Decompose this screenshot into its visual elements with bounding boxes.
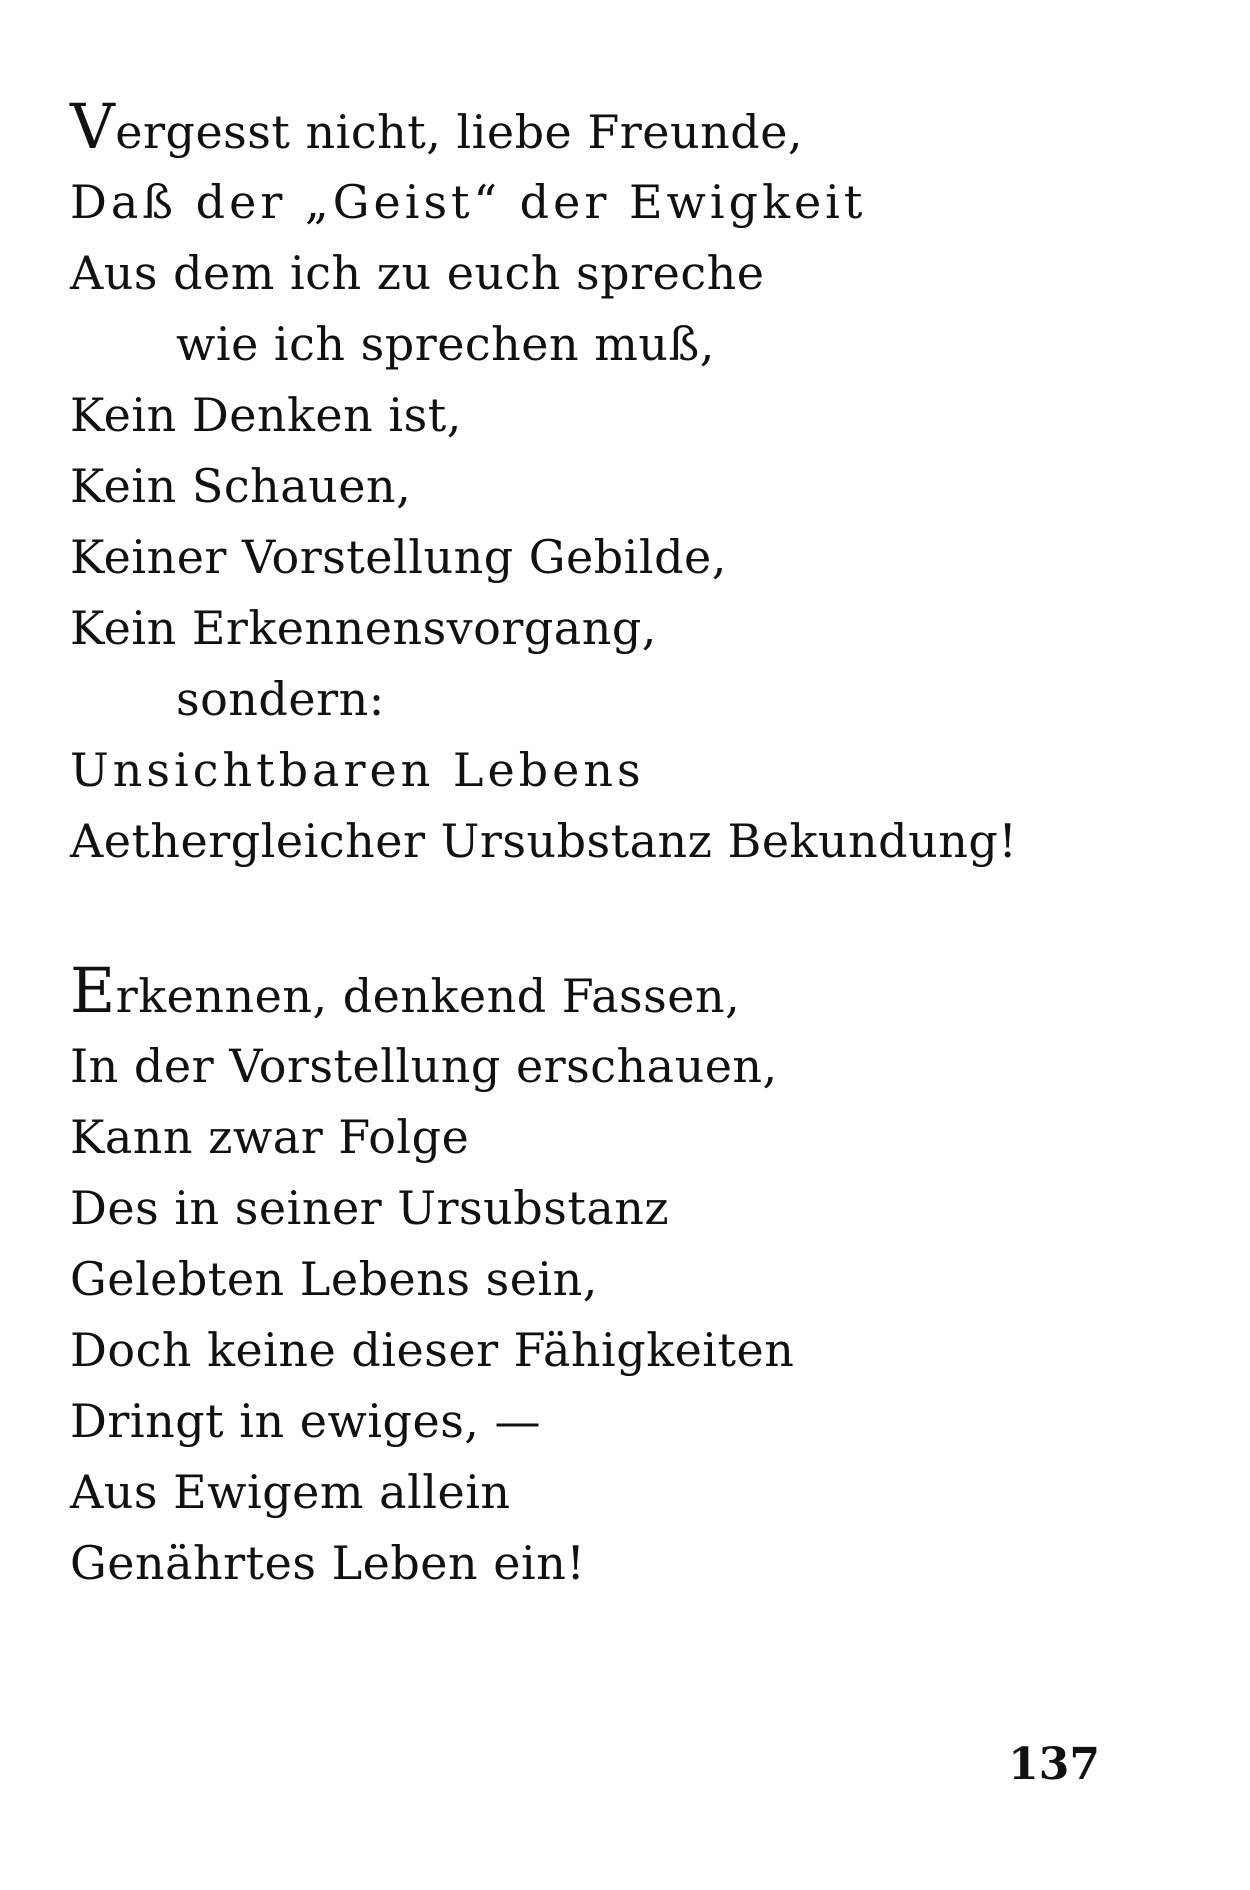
page-number: 137 bbox=[1008, 1739, 1100, 1790]
drop-initial: E bbox=[70, 954, 116, 1027]
poem-line: Dringt in ewiges, — bbox=[70, 1394, 542, 1448]
poem-line: Kann zwar Folge bbox=[70, 1110, 470, 1164]
poem-line: Daß der „Geist“ der Ewigkeit bbox=[70, 175, 867, 229]
poem-line bbox=[70, 954, 1190, 1031]
poem-line: Gelebten Lebens sein, bbox=[70, 1252, 598, 1306]
poem-line: Des in seiner Ursubstanz bbox=[70, 1181, 670, 1235]
drop-initial: V bbox=[70, 90, 116, 163]
poem-line: Keiner Vorstellung Gebilde, bbox=[70, 530, 727, 584]
poem-line: Kein Schauen, bbox=[70, 459, 412, 513]
poem-line-indented: sondern: bbox=[176, 672, 385, 726]
poem-line: Genährtes Leben ein! bbox=[70, 1536, 586, 1590]
poem-line: Aus Ewigem allein bbox=[70, 1465, 511, 1519]
stanza-2 bbox=[70, 954, 1190, 1599]
line-text: ergesst nicht, liebe Freunde, bbox=[115, 105, 804, 159]
stanza-1 bbox=[70, 90, 1190, 877]
poem-line-indented: wie ich sprechen muß, bbox=[176, 317, 715, 371]
poem-line: Aethergleicher Ursubstanz Bekundung! bbox=[70, 814, 1018, 868]
poem-line: Aus dem ich zu euch spreche bbox=[70, 246, 765, 300]
poem-line: Unsichtbaren Lebens bbox=[70, 743, 645, 797]
poem-line: Kein Erkennensvorgang, bbox=[70, 601, 657, 655]
poem-line: Doch keine dieser Fähigkeiten bbox=[70, 1323, 795, 1377]
poem-line: Kein Denken ist, bbox=[70, 388, 462, 442]
line-text: rkennen, denkend Fassen, bbox=[115, 969, 741, 1023]
poem-line bbox=[70, 90, 1190, 167]
poem-line: In der Vorstellung erschauen, bbox=[70, 1039, 778, 1093]
